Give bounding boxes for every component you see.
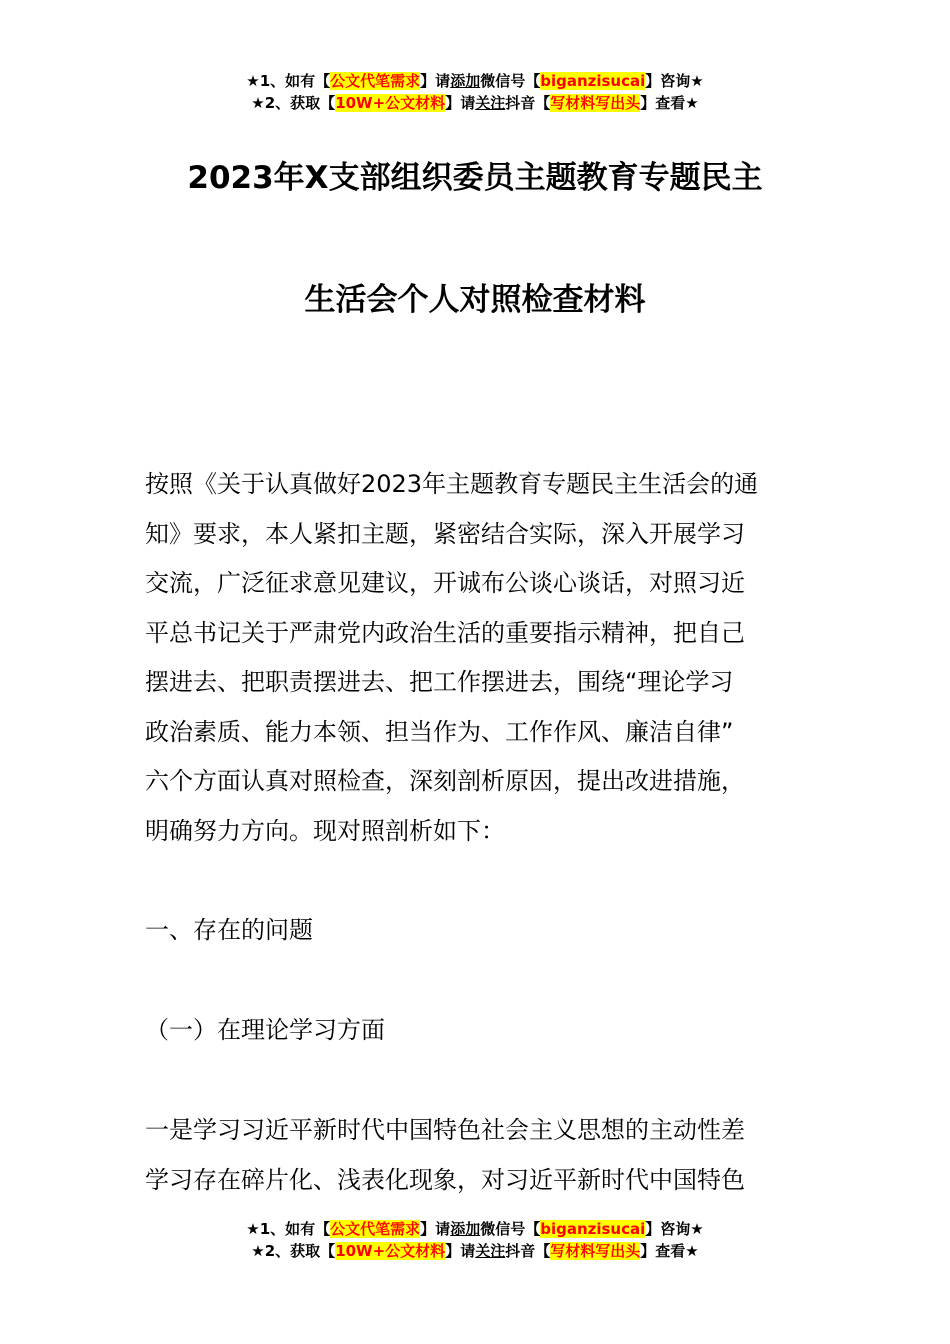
banner-highlight: biganzisucai: [540, 72, 646, 90]
banner-highlight: 10W+公文材料: [335, 94, 446, 112]
paragraph-line: 学习存在碎片化、浅表化现象，对习近平新时代中国特色: [145, 1165, 745, 1194]
paragraph-line: 政治素质、能力本领、担当作为、工作作风、廉洁自律”: [145, 717, 734, 746]
document-title-line-1: 2023年X支部组织委员主题教育专题民主: [187, 160, 763, 196]
subsection-heading: （一）在理论学习方面: [145, 1016, 385, 1044]
banner-highlight: 写材料写出头: [550, 94, 641, 112]
paragraph-line: 明确努力方向。现对照剖析如下：: [145, 816, 505, 845]
theory-study-paragraph: [145, 1106, 810, 1205]
document-title-line-2: 生活会个人对照检查材料: [304, 282, 646, 318]
banner-line-2: ★2、获取【10W+公文材料】请关注抖音【写材料写出头】查看★: [251, 1242, 699, 1260]
banner-line-1: ★1、如有【公文代笔需求】请添加微信号【biganzisucai】咨询★: [246, 1220, 704, 1238]
paragraph-line: 平总书记关于严肃党内政治生活的重要指示精神，把自己: [145, 618, 745, 647]
banner-highlight: 10W+公文材料: [335, 1242, 446, 1260]
paragraph-line: 交流，广泛征求意见建议，开诚布公谈心谈话，对照习近: [145, 569, 745, 597]
intro-paragraph: [145, 460, 810, 856]
footer-banner: [0, 1218, 950, 1262]
banner-highlight: 公文代笔需求: [330, 72, 421, 90]
banner-highlight: biganzisucai: [540, 1220, 646, 1238]
banner-highlight: 写材料写出头: [550, 1242, 641, 1260]
paragraph-line: 一是学习习近平新时代中国特色社会主义思想的主动性差: [145, 1116, 745, 1144]
banner-line-2: ★2、获取【10W+公文材料】请关注抖音【写材料写出头】查看★: [251, 94, 699, 112]
section-heading: 一、存在的问题: [145, 916, 313, 944]
paragraph-line: 按照《关于认真做好2023年主题教育专题民主生活会的通: [145, 470, 759, 498]
banner-highlight: 公文代笔需求: [330, 1220, 421, 1238]
header-banner: [0, 70, 950, 114]
banner-line-1: ★1、如有【公文代笔需求】请添加微信号【biganzisucai】咨询★: [246, 72, 704, 90]
paragraph-line: 知》要求，本人紧扣主题，紧密结合实际，深入开展学习: [145, 519, 745, 548]
paragraph-line: 摆进去、把职责摆进去、把工作摆进去，围绕“理论学习: [145, 668, 734, 696]
paragraph-line: 六个方面认真对照检查，深刻剖析原因，提出改进措施，: [145, 767, 745, 795]
